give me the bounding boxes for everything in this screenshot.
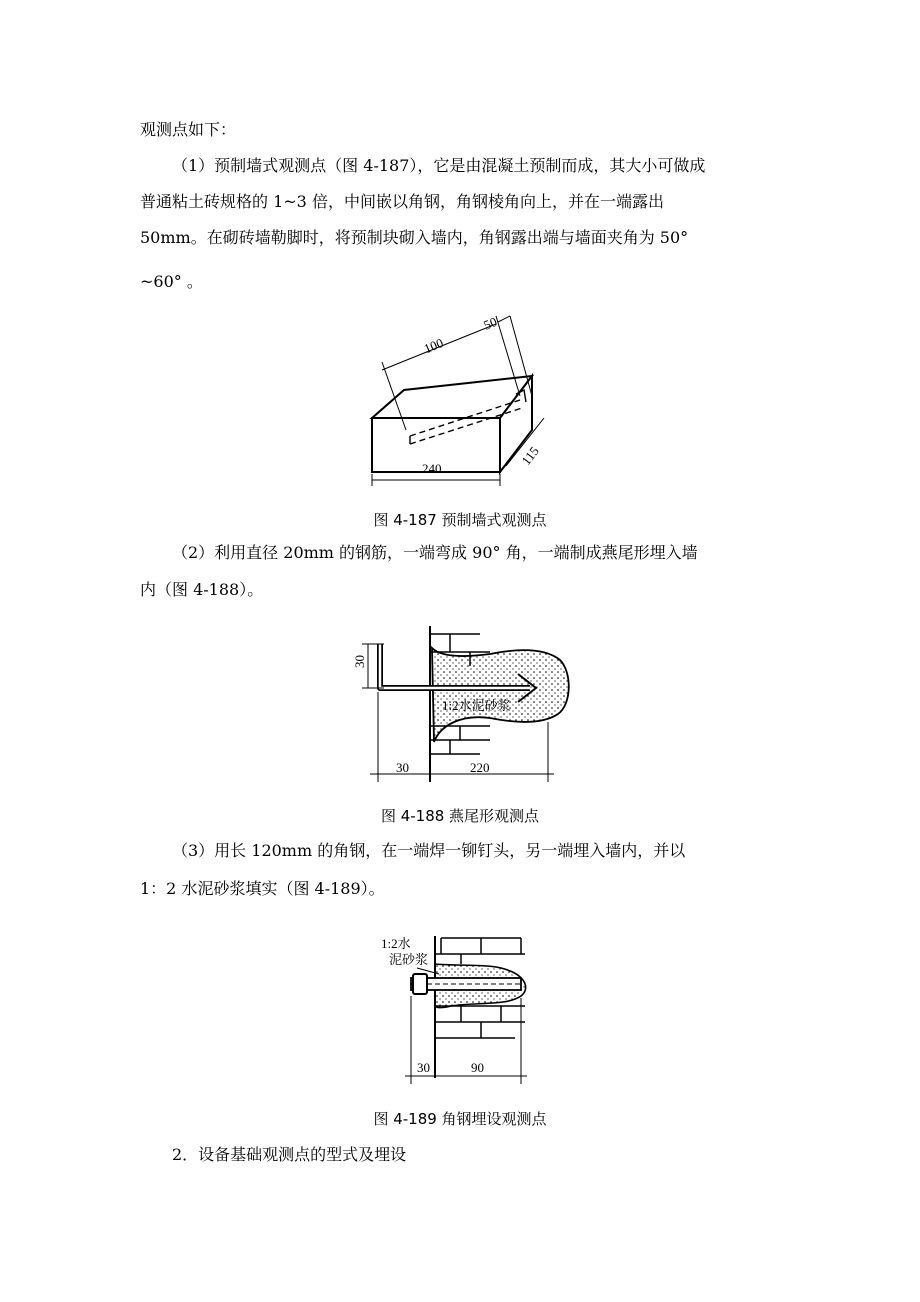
dim-115: 115 [518, 443, 542, 468]
mortar-label: 1:2水泥砂浆 [442, 698, 511, 713]
figure-4-189 [375, 928, 535, 1090]
mortar-label-line2: 泥砂浆 [389, 952, 429, 967]
caption-4-188: 图 4-188 燕尾形观测点 [380, 807, 540, 825]
figure-4-188 [340, 622, 580, 792]
caption-4-187: 图 4-187 预制墙式观测点 [373, 511, 547, 529]
dim-50: 50 [481, 313, 500, 333]
text-line-7: 内（图 4-188）。 [140, 580, 264, 599]
dim-100: 100 [421, 335, 446, 357]
text-line-10: 2．设备基础观测点的型式及埋设 [172, 1145, 407, 1164]
dim-30: 30 [396, 760, 409, 775]
dim-30-vertical: 30 [352, 655, 367, 668]
caption-4-189: 图 4-189 角钢埋设观测点 [373, 1110, 547, 1128]
dim-30: 30 [417, 1060, 430, 1075]
dim-240: 240 [422, 461, 442, 476]
text-line-4: 50mm。在砌砖墙勒脚时，将预制块砌入墙内，角钢露出端与墙面夹角为 50° [140, 228, 689, 247]
text-line-3: 普通粘土砖规格的 1~3 倍，中间嵌以角钢，角钢棱角向上，并在一端露出 [140, 192, 664, 211]
text-line-8: （3）用长 120mm 的角钢，在一端焊一铆钉头，另一端埋入墙内，并以 [172, 841, 686, 860]
figure-4-187 [360, 310, 560, 490]
mortar-label-line1: 1:2水 [381, 936, 411, 951]
text-line-2: （1）预制墙式观测点（图 4-187），它是由混凝土预制而成，其大小可做成 [172, 156, 706, 175]
dim-90: 90 [471, 1060, 484, 1075]
text-line-9: 1：2 水泥砂浆填实（图 4-189）。 [140, 879, 385, 898]
text-line-5: ~60° 。 [140, 272, 203, 291]
text-line-6: （2）利用直径 20mm 的钢筋，一端弯成 90° 角，一端制成燕尾形埋入墙 [172, 543, 698, 562]
dim-220: 220 [470, 760, 490, 775]
text-line-1: 观测点如下： [140, 120, 237, 139]
